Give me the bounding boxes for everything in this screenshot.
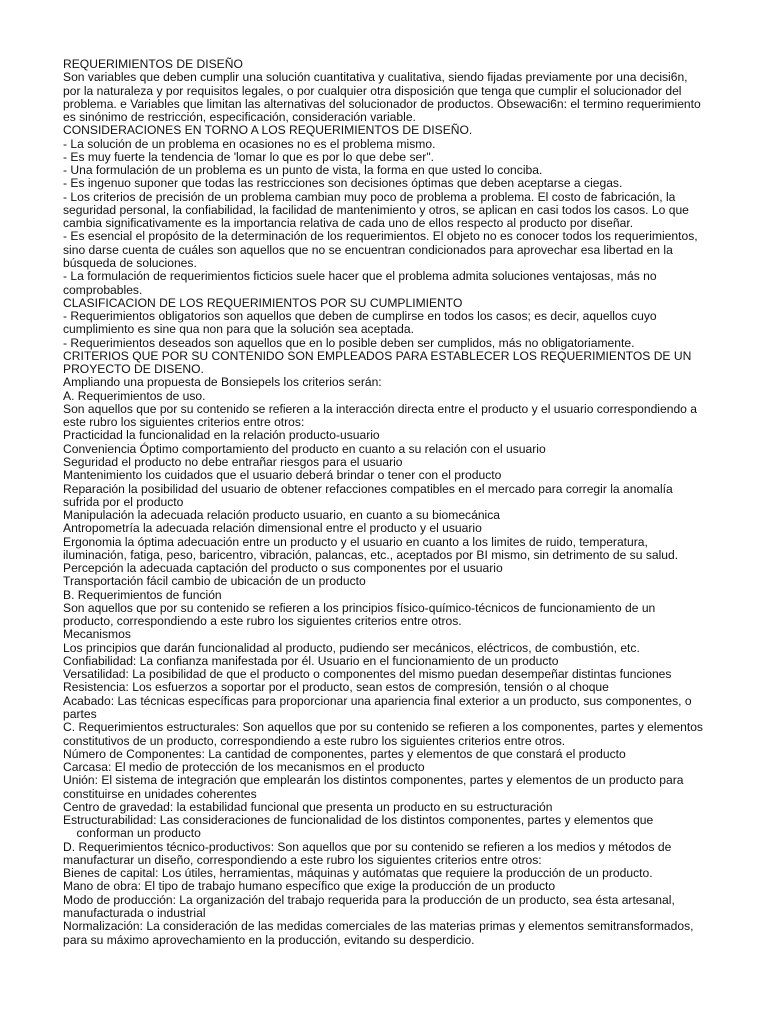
document-text-line: Normalización: La consideración de las medidas comerciales de las materias primas y elementos semitransformados,	[63, 919, 694, 934]
document-text-line: - La solución de un problema en ocasiones no es el problema mismo.	[63, 136, 436, 151]
document-text-line: para su máximo aprovechamiento en la producción, evitando su desperdicio.	[63, 932, 475, 947]
document-text-line: Centro de gravedad: la estabilidad funcional que presenta un producto en su estructuración	[63, 799, 553, 814]
document-text-line: - Los criterios de precisión de un problema cambian muy poco de problema a problema. El costo de fabricación, la	[63, 189, 676, 204]
document-text-line: Percepción la adecuada captación del producto o sus componentes por el usuario	[63, 561, 503, 576]
document-text-line: es sinónimo de restricción, especificación, consideración variable.	[63, 110, 416, 125]
document-text-line: Son variables que deben cumplir una solución cuantitativa y cualitativa, siendo fijadas previamente por una decisi6n,	[63, 70, 688, 85]
document-text-line: sufrida por el producto	[63, 494, 184, 509]
document-text-line: Seguridad el producto no debe entrañar riesgos para el usuario	[63, 454, 403, 469]
document-text-line: Confiabilidad: La confianza manifestada por él. Usuario en el funcionamiento de un producto	[63, 653, 559, 668]
document-text-line: conforman un producto	[63, 826, 201, 841]
document-text-line: Antropometría la adecuada relación dimensional entre el producto y el usuario	[63, 521, 482, 536]
document-text-line: cambia significativamente es la importancia relativa de cada uno de ellos respecto al producto por diseñar.	[63, 216, 634, 231]
document-text-line: Son aquellos que por su contenido se refieren a los principios físico-químico-técnicos de funcionamiento de un	[63, 600, 656, 615]
document-text-line: iluminación, fatiga, peso, baricentro, vibración, palancas, etc., aceptados por BI mismo, sin detrimento de su salud.	[63, 547, 679, 562]
document-text-line: - La formulación de requerimientos ficticios suele hacer que el problema admita soluciones ventajosas, más no	[63, 269, 657, 284]
document-text-line: - Es ingenuo suponer que todas las restricciones son decisiones óptimas que deben aceptarse a ciegas.	[63, 176, 623, 191]
document-text-line: Son aquellos que por su contenido se refieren a la interacción directa entre el producto y el usuario correspondiendo a	[63, 401, 697, 416]
document-text-line: A. Requerimientos de uso.	[63, 388, 206, 403]
document-text-line: producto, correspondiendo a este rubro los siguientes criterios entre otros.	[63, 614, 462, 629]
document-text-line: Practicidad la funcionalidad en la relación producto-usuario	[63, 428, 380, 443]
document-text-line: Estructurabilidad: Las consideraciones de funcionalidad de los distintos componentes, partes y elementos que	[63, 813, 654, 828]
document-text-line: - Requerimientos obligatorios son aquellos que deben de cumplirse en todos los casos; es decir, aquellos cuyo	[63, 309, 657, 324]
document-text-line: por la naturaleza y por requisitos legales, o por cualquier otra disposición que tenga que cumplir el solucionador del	[63, 83, 682, 98]
document-text-line: - Es esencial el propósito de la determinación de los requerimientos. El objeto no es conocer todos los requerimientos,	[63, 229, 698, 244]
document-text-line: búsqueda de soluciones.	[63, 255, 197, 270]
document-text-line: D. Requerimientos técnico-productivos: Son aquellos que por su contenido se refieren a los medios y métodos de	[63, 839, 672, 854]
document-text-line: sino darse cuenta de cuáles son aquellos que no se encuentran condicionados para aprovechar esa libertad en la	[63, 242, 673, 257]
document-text-line: Resistencia: Los esfuerzos a soportar por el producto, sean estos de compresión, tensión o al choque	[63, 680, 609, 695]
document-text-line: problema. e Variables que limitan las alternativas del solucionador de productos. Obsewaci6n: el termino requerimiento	[63, 96, 701, 111]
document-text-line: - Es muy fuerte la tendencia de 'lomar lo que es por lo que debe ser".	[63, 149, 434, 164]
document-text-line: Ergonomia la óptima adecuación entre un producto y el usuario en cuanto a los limites de ruido, temperatura,	[63, 534, 648, 549]
document-text-line: CONSIDERACIONES EN TORNO A LOS REQUERIMIENTOS DE DISEÑO.	[63, 123, 473, 138]
document-text-line: C. Requerimientos estructurales: Son aquellos que por su contenido se refieren a los componentes, partes y elementos	[63, 720, 703, 735]
document-text-line: comprobables.	[63, 282, 143, 297]
document-text-line: PROYECTO DE DISENO.	[63, 362, 204, 377]
document-text-line: REQUERIMIENTOS DE DISEÑO	[63, 57, 243, 71]
document-text-line: Unión: El sistema de integración que emplearán los distintos componentes, partes y elementos de un producto para	[63, 773, 684, 788]
document-text-line: cumplimiento es sine qua non para que la solución sea aceptada.	[63, 322, 414, 337]
document-text-line: Mantenimiento los cuidados que el usuario deberá brindar o tener con el producto	[63, 468, 502, 483]
document-text-line: Acabado: Las técnicas específicas para proporcionar una apariencia final exterior a un producto, sus componentes, o	[63, 693, 692, 708]
document-text-line: - Requerimientos deseados son aquellos que en lo posible deben ser cumplidos, más no obligatoriamente.	[63, 335, 635, 350]
document-text-line: manufacturar un diseño, correspondiendo a este rubro los siguientes criterios entre otros:	[63, 852, 542, 867]
document-text-line: - Una formulación de un problema es un punto de vista, la forma en que usted lo conciba.	[63, 163, 543, 178]
document-text-line: Reparación la posibilidad del usuario de obtener refacciones compatibles en el mercado para corregir la anomalía	[63, 481, 673, 496]
document-text-line: manufacturada o industrial	[63, 906, 206, 920]
document-text-line: constituirse en unidades coherentes	[63, 786, 257, 801]
document-text-line: Los principios que darán funcionalidad al producto, pudiendo ser mecánicos, eléctricos, de combustión, etc.	[63, 640, 640, 655]
document-text-line: CLASIFICACION DE LOS REQUERIMIENTOS POR SU CUMPLIMIENTO	[63, 295, 463, 310]
document-text-line: Ampliando una propuesta de Bonsiepels los criterios serán:	[63, 375, 382, 390]
document-text-line: Bienes de capital: Los útiles, herramientas, máquinas y autómatas que requiere la producción de un producto.	[63, 866, 653, 881]
document-text-line: Mano de obra: El tipo de trabajo humano específico que exige la producción de un producto	[63, 879, 556, 894]
document-text-line: Carcasa: El medio de protección de los mecanismos en el producto	[63, 760, 425, 775]
document-text-line: seguridad personal, la confiabilidad, la facilidad de mantenimiento y otros, se aplican en casi todos los casos. Lo que	[63, 202, 689, 217]
document-text-line: Conveniencia Óptimo comportamiento del producto en cuanto a su relación con el usuario	[63, 441, 546, 456]
document-text-line: Número de Componentes: La cantidad de componentes, partes y elementos de que constará el producto	[63, 746, 626, 761]
document-text-line: Mecanismos	[63, 627, 131, 642]
document-text-line: CRITERIOS QUE POR SU CONTENIDO SON EMPLEADOS PARA ESTABLECER LOS REQUERIMIENTOS DE UN	[63, 348, 692, 363]
document-text-line: partes	[63, 707, 97, 722]
document-text-line: constitutivos de un producto, correspondiendo a este rubro los siguientes criterios entre otros.	[63, 733, 566, 748]
document-text-line: B. Requerimientos de función	[63, 587, 222, 602]
document-text-line: Manipulación la adecuada relación producto usuario, en cuanto a su biomecánica	[63, 508, 501, 523]
document-text-line: Versatilidad: La posibilidad de que el producto o componentes del mismo puedan desempeñar distintas funciones	[63, 667, 672, 682]
document-text-line: Transportación fácil cambio de ubicación de un producto	[63, 574, 366, 589]
document-text-line: este rubro los siguientes criterios entre otros:	[63, 415, 305, 430]
document-page	[63, 58, 723, 947]
document-text-line: Modo de producción: La organización del trabajo requerida para la producción de un producto, sea ésta artesanal,	[63, 892, 675, 907]
